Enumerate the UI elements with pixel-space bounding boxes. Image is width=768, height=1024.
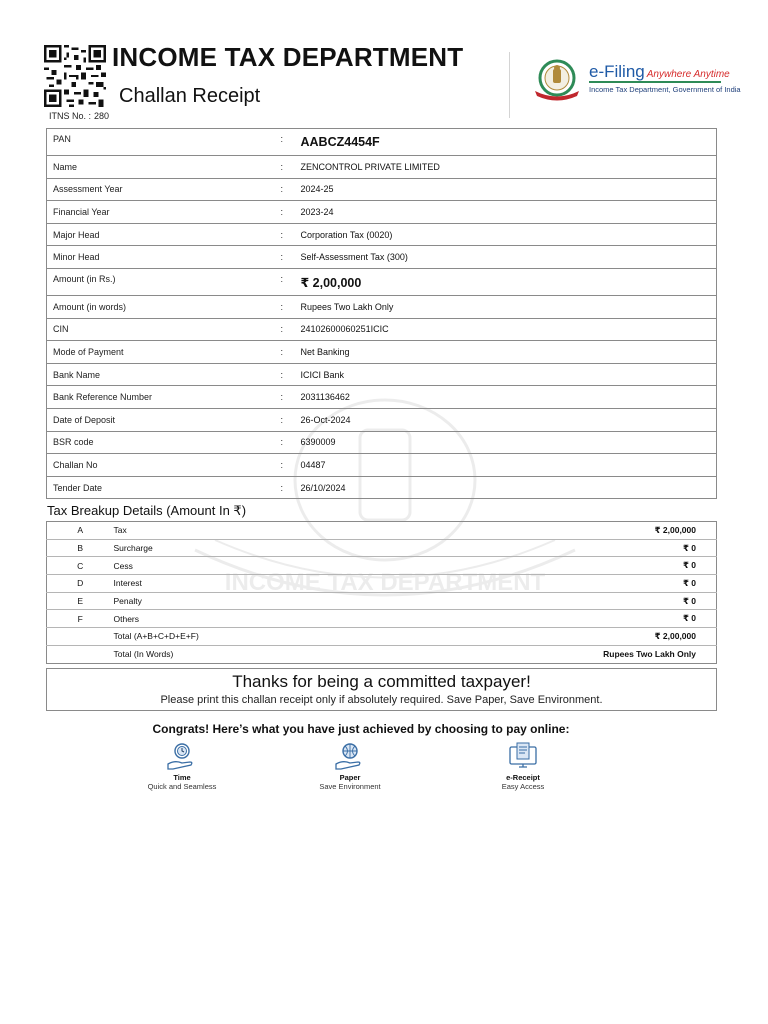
- benefit-ereceipt: [468, 742, 578, 791]
- benefit-time-title: Time: [173, 773, 191, 782]
- page-title: INCOME TAX DEPARTMENT: [112, 42, 464, 72]
- breakup-amount: ₹ 0: [517, 575, 717, 593]
- benefit-paper-subtitle: Save Environment: [319, 782, 381, 791]
- details-value: 26/10/2024: [300, 482, 346, 493]
- breakup-row: [47, 592, 717, 610]
- breakup-code: [47, 628, 114, 646]
- breakup-row: [47, 645, 717, 663]
- details-colon: :: [281, 454, 301, 477]
- efiling-underline: [589, 81, 721, 83]
- details-value: 04487: [301, 454, 717, 477]
- breakup-description: Cess: [114, 557, 517, 575]
- details-label: Name: [47, 156, 281, 179]
- details-value: ICICI Bank: [301, 363, 717, 386]
- watermark-text: INCOME TAX DEPARTMENT: [224, 569, 546, 596]
- details-colon: :: [281, 408, 301, 431]
- globe-hand-icon: [333, 742, 367, 772]
- breakup-row: [47, 539, 717, 557]
- details-label: BSR code: [47, 431, 281, 454]
- itns-value: 280: [94, 111, 110, 121]
- breakup-amount: ₹ 0: [517, 557, 717, 575]
- details-row: [47, 246, 717, 269]
- benefit-paper-title: Paper: [339, 773, 361, 782]
- details-value: 24102600060251ICIC: [301, 318, 717, 341]
- details-colon: :: [281, 341, 301, 364]
- receipt-monitor-icon: [506, 742, 540, 772]
- details-colon: :: [281, 268, 301, 295]
- details-label: CIN: [47, 318, 281, 341]
- details-row: [47, 363, 717, 386]
- emblem-icon: [531, 58, 583, 102]
- details-value: Rupees Two Lakh Only: [301, 295, 717, 318]
- details-value: ZENCONTROL PRIVATE LIMITED: [301, 156, 717, 179]
- benefit-paper: [295, 742, 405, 791]
- page-subtitle: Challan Receipt: [119, 85, 261, 107]
- details-value: 6390009: [301, 431, 717, 454]
- details-value: 26-Oct-2024: [301, 408, 717, 431]
- details-label: Bank Reference Number: [47, 386, 281, 409]
- breakup-code: [47, 645, 114, 663]
- benefit-time-subtitle: Quick and Seamless: [147, 782, 217, 791]
- details-label: Challan No: [47, 454, 281, 477]
- breakup-description: Total (In Words): [113, 649, 174, 660]
- congrats-text: Congrats! Here’s what you have just achieved by choosing to pay online:: [152, 722, 570, 736]
- benefit-ereceipt-title: e-Receipt: [506, 773, 540, 782]
- details-label: Mode of Payment: [47, 341, 281, 364]
- header-divider: [509, 52, 510, 118]
- efiling-title: [589, 62, 730, 82]
- details-value: 2023-24: [301, 201, 717, 224]
- details-colon: :: [281, 386, 301, 409]
- efiling-brand: e-Filing: [589, 62, 645, 81]
- breakup-description: Surcharge: [114, 539, 517, 557]
- details-value: ₹ 2,00,000: [301, 268, 717, 295]
- breakup-amount: ₹ 0: [517, 539, 717, 557]
- details-row: [47, 201, 717, 224]
- tax-breakup-title: Tax Breakup Details (Amount In ₹): [47, 503, 247, 518]
- details-colon: :: [280, 482, 284, 493]
- details-colon: :: [281, 295, 301, 318]
- details-label: Financial Year: [47, 201, 281, 224]
- details-colon: :: [281, 129, 301, 156]
- details-row: [47, 178, 717, 201]
- qr-code: [44, 45, 106, 107]
- details-label: Major Head: [47, 223, 281, 246]
- efiling-tagline: Anywhere Anytime: [646, 69, 730, 80]
- breakup-row: [47, 557, 717, 575]
- benefit-ereceipt-subtitle: Easy Access: [501, 782, 545, 791]
- details-colon: :: [281, 201, 301, 224]
- breakup-row: [47, 522, 717, 540]
- details-value: Corporation Tax (0020): [301, 223, 717, 246]
- details-label: Bank Name: [47, 363, 281, 386]
- clock-hand-icon: [165, 742, 199, 772]
- thanks-message: Please print this challan receipt only if absolutely required. Save Paper, Save Environment.: [160, 694, 603, 706]
- details-row: [47, 295, 717, 318]
- details-colon: :: [281, 246, 301, 269]
- details-row: [47, 268, 717, 295]
- details-label: Minor Head: [47, 246, 281, 269]
- breakup-code: F: [47, 610, 114, 628]
- details-row: [47, 156, 717, 179]
- efiling-subtitle: Income Tax Department, Government of India: [589, 85, 741, 94]
- details-row: [47, 223, 717, 246]
- challan-details-table: [46, 128, 717, 499]
- breakup-row: [47, 628, 717, 646]
- breakup-code: B: [47, 539, 114, 557]
- breakup-description: Tax: [114, 522, 517, 540]
- details-label: Date of Deposit: [47, 408, 281, 431]
- breakup-amount: ₹ 2,00,000: [517, 522, 717, 540]
- details-value: Self-Assessment Tax (300): [301, 246, 717, 269]
- details-label: Tender Date: [53, 482, 103, 493]
- details-value: 2024-25: [301, 178, 717, 201]
- breakup-amount: ₹ 2,00,000: [517, 628, 717, 646]
- details-row: [47, 476, 717, 499]
- efiling-logo: [531, 58, 741, 102]
- details-colon: :: [281, 363, 301, 386]
- breakup-code: A: [47, 522, 114, 540]
- details-colon: :: [281, 223, 301, 246]
- details-row: [47, 431, 717, 454]
- details-row: [47, 318, 717, 341]
- details-value: Net Banking: [301, 341, 717, 364]
- breakup-amount: ₹ 0: [517, 610, 717, 628]
- breakup-code: D: [47, 575, 114, 593]
- details-colon: :: [281, 431, 301, 454]
- benefit-time: [127, 742, 237, 791]
- breakup-description: Penalty: [114, 592, 517, 610]
- details-value: AABCZ4454F: [301, 129, 717, 156]
- details-label: Amount (in Rs.): [47, 268, 281, 295]
- breakup-description: Total (A+B+C+D+E+F): [114, 628, 517, 646]
- breakup-amount: Rupees Two Lakh Only: [603, 649, 696, 660]
- breakup-row: [47, 575, 717, 593]
- itns-label: ITNS No. :: [49, 111, 92, 121]
- details-row: [47, 341, 717, 364]
- details-colon: :: [281, 318, 301, 341]
- details-label: Amount (in words): [47, 295, 281, 318]
- breakup-row: [47, 610, 717, 628]
- details-row: [47, 129, 717, 156]
- details-colon: :: [281, 156, 301, 179]
- details-row: [47, 454, 717, 477]
- breakup-description: Interest: [114, 575, 517, 593]
- details-colon: :: [281, 178, 301, 201]
- details-value: 2031136462: [301, 386, 717, 409]
- details-row: [47, 408, 717, 431]
- breakup-code: C: [47, 557, 114, 575]
- breakup-amount: ₹ 0: [517, 592, 717, 610]
- tax-breakup-table: [46, 521, 717, 664]
- details-label: Assessment Year: [47, 178, 281, 201]
- thanks-box: [46, 668, 717, 711]
- breakup-code: E: [47, 592, 114, 610]
- details-row: [47, 386, 717, 409]
- thanks-title: Thanks for being a committed taxpayer!: [232, 672, 531, 691]
- itns-number: [49, 111, 109, 121]
- breakup-description: Others: [114, 610, 517, 628]
- details-label: PAN: [47, 129, 281, 156]
